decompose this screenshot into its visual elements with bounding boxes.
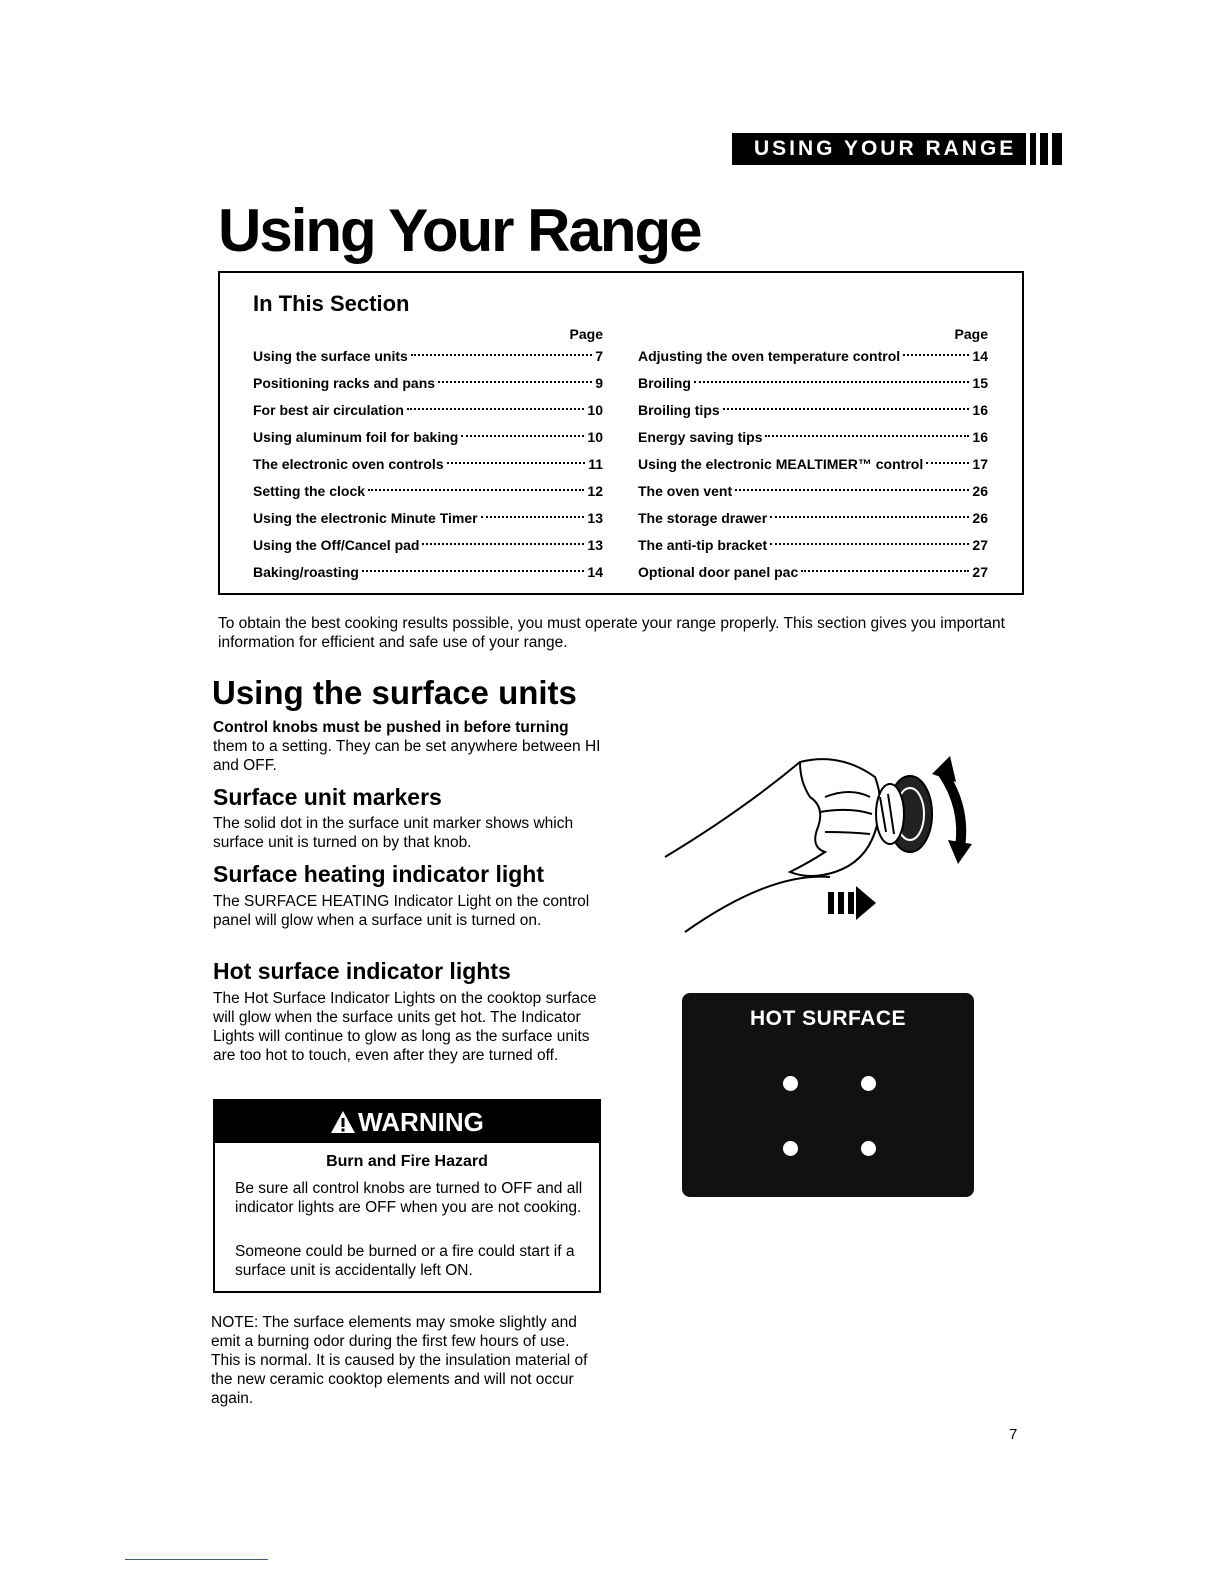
toc-entry — [253, 424, 603, 451]
tab-bar — [1040, 133, 1048, 165]
toc-entry — [253, 532, 603, 559]
toc-entry — [638, 532, 988, 559]
toc-left-column — [253, 325, 603, 586]
markers-paragraph: The solid dot in the surface unit marker shows which surface unit is turned on by that knob. — [213, 815, 574, 851]
toc-entry-title: Using the electronic MEALTIMER™ control — [638, 456, 924, 472]
hot-surface-heading: Hot surface indicator lights — [213, 958, 511, 984]
toc-entry-page: 27 — [972, 537, 988, 553]
toc-leader-dots — [903, 354, 969, 356]
control-knobs-bold: Control knobs must be pushed in before turning — [213, 719, 569, 736]
toc-entry — [638, 424, 988, 451]
toc-entry-title: Baking/roasting — [253, 564, 359, 580]
toc-entry-page: 9 — [595, 375, 603, 391]
hot-surface-label: HOT SURFACE — [749, 1007, 906, 1030]
toc-box — [218, 271, 1024, 595]
heating-heading: Surface heating indicator light — [213, 861, 544, 887]
toc-leader-dots — [926, 462, 969, 464]
tab-bar — [1030, 133, 1036, 165]
toc-leader-dots — [723, 408, 970, 410]
toc-entry-page: 26 — [972, 483, 988, 499]
toc-entry — [253, 343, 603, 370]
heating-paragraph: The SURFACE HEATING Indicator Light on the control panel will glow when a surface unit is turned on. — [213, 893, 590, 929]
hot-surface-paragraph: The Hot Surface Indicator Lights on the cooktop surface will glow when the surface units get hot. The Indicator Lights will continue to glow as long as the surface units are too hot to touch, even after they are turned off. — [213, 990, 597, 1064]
toc-entry — [253, 478, 603, 505]
toc-entry-page: 14 — [587, 564, 603, 580]
toc-entry-title: Using the surface units — [253, 348, 408, 364]
toc-entry — [253, 451, 603, 478]
section-tab — [732, 133, 1062, 165]
footer-rule — [125, 1559, 268, 1560]
toc-entry — [638, 397, 988, 424]
toc-leader-dots — [362, 570, 585, 572]
toc-entry-title: Broiling tips — [638, 402, 720, 418]
toc-leader-dots — [438, 381, 592, 383]
toc-entry-page: 7 — [595, 348, 603, 364]
toc-entry — [638, 451, 988, 478]
section-heading: Using the surface units — [212, 674, 577, 711]
toc-entry-title: Using the electronic Minute Timer — [253, 510, 478, 526]
control-knobs-rest: them to a setting. They can be set anywhere between HI and OFF. — [213, 738, 601, 774]
toc-leader-dots — [770, 516, 969, 518]
toc-entry — [253, 370, 603, 397]
page-title: Using Your Range — [218, 197, 701, 264]
toc-page-label: Page — [569, 326, 603, 342]
toc-entry-page: 13 — [587, 537, 603, 553]
toc-leader-dots — [422, 543, 584, 545]
toc-leader-dots — [735, 489, 969, 491]
toc-entry-page: 27 — [972, 564, 988, 580]
toc-leader-dots — [694, 381, 970, 383]
toc-entry-title: Optional door panel pac — [638, 564, 799, 580]
toc-heading: In This Section — [253, 291, 410, 316]
toc-entry — [638, 505, 988, 532]
toc-entry-page: 17 — [972, 456, 988, 472]
warning-banner — [215, 1101, 599, 1143]
toc-leader-dots — [461, 435, 584, 437]
toc-entry — [253, 505, 603, 532]
toc-entry-title: Adjusting the oven temperature control — [638, 348, 901, 364]
warning-paragraph: Be sure all control knobs are turned to OFF and all indicator lights are OFF when you are not cooking. — [235, 1180, 583, 1216]
intro-paragraph: To obtain the best cooking results possible, you must operate your range properly. This section gives you important information for efficient and safe use of your range. — [218, 615, 1005, 651]
toc-leader-dots — [765, 435, 969, 437]
toc-entry-title: The anti-tip bracket — [638, 537, 768, 553]
warning-label: WARNING — [358, 1106, 484, 1137]
toc-entry-title: Setting the clock — [253, 483, 366, 499]
warning-paragraph: Someone could be burned or a fire could start if a surface unit is accidentally left ON. — [235, 1243, 575, 1279]
toc-entry-page: 11 — [588, 456, 603, 472]
toc-entry-title: Positioning racks and pans — [253, 375, 436, 391]
indicator-light-dot — [861, 1141, 876, 1156]
toc-entry — [638, 559, 988, 586]
toc-page-label: Page — [954, 326, 988, 342]
toc-entry-title: Using aluminum foil for baking — [253, 429, 459, 445]
toc-entry — [253, 397, 603, 424]
toc-leader-dots — [368, 489, 584, 491]
toc-entry-title: Broiling — [638, 375, 691, 391]
warning-hazard-title: Burn and Fire Hazard — [326, 1153, 488, 1170]
toc-entry-page: 12 — [587, 483, 603, 499]
toc-leader-dots — [411, 354, 592, 356]
toc-entry-page: 15 — [972, 375, 988, 391]
toc-entry-title: Using the Off/Cancel pad — [253, 537, 420, 553]
toc-entry-page: 13 — [587, 510, 603, 526]
toc-entry-title: The storage drawer — [638, 510, 768, 526]
toc-entry-page: 10 — [587, 429, 603, 445]
toc-leader-dots — [481, 516, 585, 518]
toc-entry — [638, 370, 988, 397]
toc-entry-title: Energy saving tips — [638, 429, 763, 445]
warning-triangle-icon — [330, 1110, 356, 1134]
indicator-light-dot — [783, 1076, 798, 1091]
note-paragraph: NOTE: The surface elements may smoke slightly and emit a burning odor during the first few hours of use. This is normal. It is caused by the insulation material of the new ceramic cooktop elements and will not occur again. — [211, 1314, 588, 1407]
toc-entry-page: 16 — [972, 429, 988, 445]
indicator-light-dot — [783, 1141, 798, 1156]
toc-entry — [638, 478, 988, 505]
control-knobs-paragraph — [213, 718, 603, 775]
toc-leader-dots — [770, 543, 969, 545]
toc-entry-title: For best air circulation — [253, 402, 404, 418]
warning-box — [213, 1099, 601, 1293]
toc-entry-page: 26 — [972, 510, 988, 526]
hot-surface-panel — [682, 993, 974, 1197]
knob-push-turn-illustration — [660, 752, 1000, 942]
toc-entry-title: The oven vent — [638, 483, 733, 499]
toc-entry — [638, 343, 988, 370]
toc-entry-title: The electronic oven controls — [253, 456, 444, 472]
toc-leader-dots — [407, 408, 584, 410]
toc-entry — [253, 559, 603, 586]
toc-leader-dots — [447, 462, 586, 464]
toc-entry-page: 16 — [972, 402, 988, 418]
toc-leader-dots — [801, 570, 969, 572]
toc-right-column — [638, 325, 988, 586]
toc-entry-page: 14 — [972, 348, 988, 364]
indicator-light-dot — [861, 1076, 876, 1091]
page-number: 7 — [1009, 1426, 1018, 1443]
tab-bar — [1052, 133, 1062, 165]
toc-entry-page: 10 — [587, 402, 603, 418]
markers-heading: Surface unit markers — [213, 784, 442, 810]
section-tab-label: USING YOUR RANGE — [732, 133, 1026, 165]
